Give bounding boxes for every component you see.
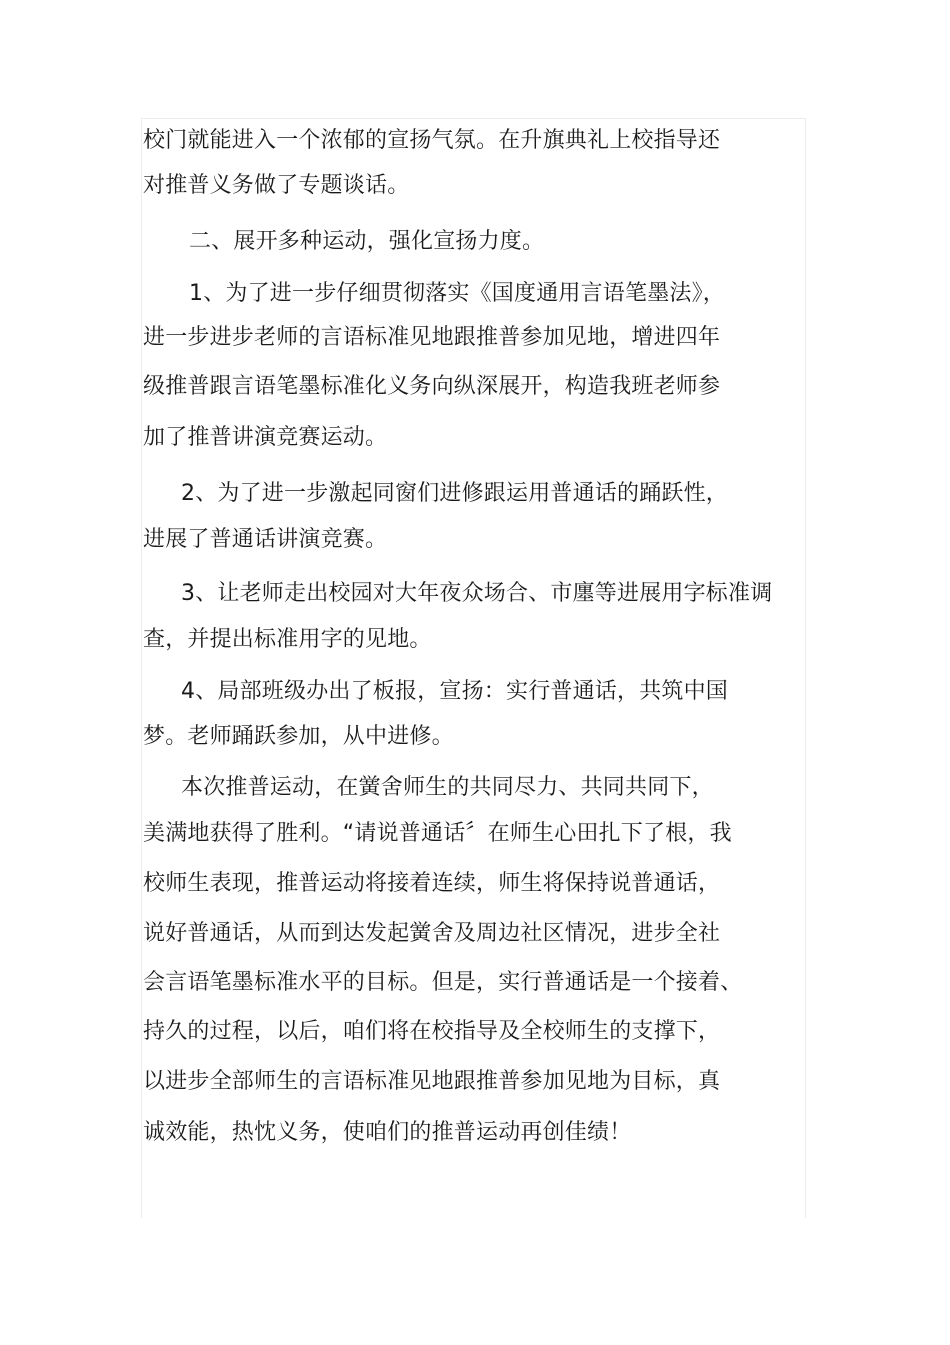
section-heading: 二、展开多种运动，强化宣扬力度。 [189, 229, 545, 254]
text-line: 4、局部班级办出了板报，宣扬：实行普通话，共筑中国 [181, 679, 728, 704]
text-line: 诚效能，热忱义务，使咱们的推普运动再创佳绩！ [143, 1120, 632, 1145]
text-line: 校门就能进入一个浓郁的宣扬气氛。在升旗典礼上校指导还 [143, 128, 721, 153]
text-line: 持久的过程，以后，咱们将在校指导及全校师生的支撑下， [143, 1019, 721, 1044]
text-line: 进一步进步老师的言语标准见地跟推普参加见地，增进四年 [143, 325, 721, 350]
text-line: 3、让老师走出校园对大年夜众场合、市廛等进展用字标准调 [181, 581, 773, 606]
text-line: 会言语笔墨标准水平的目标。但是，实行普通话是一个接着、 [143, 970, 743, 995]
text-line: 本次推普运动，在黉舍师生的共同尽力、共同共同下， [181, 775, 714, 800]
text-line: 加了推普讲演竞赛运动。 [143, 425, 388, 450]
text-line: 校师生表现，推普运动将接着连续，师生将保持说普通话， [143, 871, 721, 896]
text-line: 美满地获得了胜利。“请说普通话〞在师生心田扎下了根，我 [143, 821, 732, 846]
text-line: 以进步全部师生的言语标准见地跟推普参加见地为目标，真 [143, 1069, 721, 1094]
text-line: 对推普义务做了专题谈话。 [143, 173, 410, 198]
text-line: 说好普通话，从而到达发起黉舍及周边社区情况，进步全社 [143, 921, 721, 946]
text-line: 进展了普通话讲演竞赛。 [143, 527, 388, 552]
text-line: 2、为了进一步激起同窗们进修跟运用普通话的踊跃性， [181, 481, 728, 506]
text-line: 1、为了进一步仔细贯彻落实《国度通用言语笔墨法》， [189, 281, 725, 306]
text-line: 查，并提出标准用字的见地。 [143, 627, 432, 652]
text-line: 梦。老师踊跃参加，从中进修。 [143, 724, 454, 749]
text-line: 级推普跟言语笔墨标准化义务向纵深展开，构造我班老师参 [143, 374, 721, 399]
